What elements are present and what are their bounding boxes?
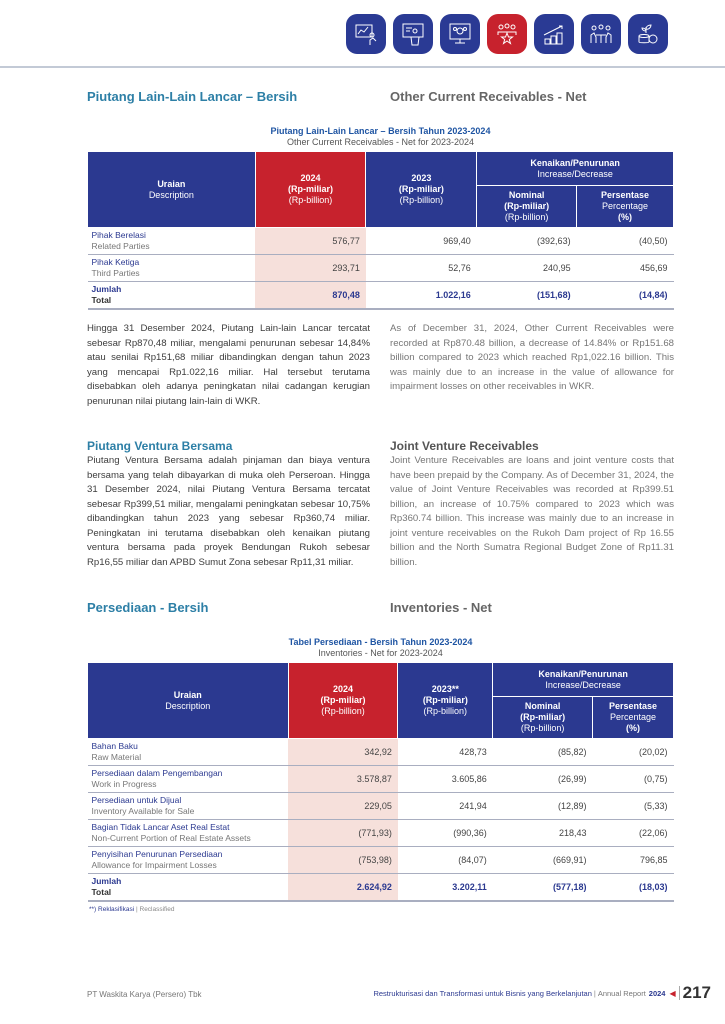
table-footnote: **) Reklasifikasi | Reclassified xyxy=(89,906,175,913)
table-row: Pihak Berelasi Related Parties 576,77 969,40 (392,63) (40,50) xyxy=(88,228,674,255)
header-description: Uraian Description xyxy=(88,152,256,228)
table-row: Bahan Baku Raw Material 342,92 428,73 (85,82) (20,02) xyxy=(88,739,674,766)
paragraph-other-receivables-id: Hingga 31 Desember 2024, Piutang Lain-lain Lancar tercatat sebesar Rp870,48 miliar, mengalami penurunan sebesar 14,84% atau senilai Rp151,68 miliar dibandingkan dengan tahun 2023 yang mencapai Rp1.022,16 miliar. Hal tersebut terutama disebabkan oleh adanya peningkatan nilai cadangan kerugian penurunan nilai piutang lain-lain di WKR. xyxy=(87,323,370,407)
header-change: Kenaikan/Penurunan Increase/Decrease xyxy=(493,663,674,697)
section-title-inventories-id: Persediaan - Bersih xyxy=(87,600,209,615)
speaker-podium-icon[interactable] xyxy=(393,14,433,54)
header-change: Kenaikan/Penurunan Increase/Decrease xyxy=(477,152,674,186)
growth-coins-icon[interactable] xyxy=(534,14,574,54)
caption-en: Inventories - Net for 2023-2024 xyxy=(318,648,443,658)
section-title-inventories-en: Inventories - Net xyxy=(390,600,492,615)
footer-company-name: PT Waskita Karya (Persero) Tbk xyxy=(87,990,202,999)
other-receivables-table xyxy=(87,151,674,310)
table-caption-inventories xyxy=(87,637,674,659)
section-title-other-receivables-id: Piutang Lain-Lain Lancar – Bersih xyxy=(87,89,298,104)
paragraph-other-receivables-en: As of December 31, 2024, Other Current Receivables were recorded at Rp870.48 billion, a decrease of 14.84% or Rp151.68 billion compared to 2023 which reached Rp1,022.16 billion. This was mainly due to an increase in the value of allowance for impairment losses on other receivables in WKR. xyxy=(390,323,674,392)
table-row: Persediaan dalam Pengembangan Work in Progress 3.578,87 3.605,86 (26,99) (0,75) xyxy=(88,766,674,793)
section-title-jv-receivables-en: Joint Venture Receivables xyxy=(390,439,539,453)
inventories-table xyxy=(87,662,674,902)
presentation-chart-icon[interactable] xyxy=(346,14,386,54)
paragraph-jv-receivables-id: Piutang Ventura Bersama adalah pinjaman dan biaya ventura bersama yang telah dibayarkan di muka oleh Perseroan. Hingga 31 Desember 2024, nilai Piutang Ventura Bersama tercatat sebesar Rp399,51 miliar, mengalami peningkatan sebesar 10,75% dibandingkan tahun 2023 yang sebesar Rp360,74 miliar. Peningkatan ini terutama disebabkan oleh kenaikan piutang ventura bersama pada proyek Bendungan Rukoh sebesar Rp16,55 miliar dan APBD Sumut Zona sebesar Rp11,31 miliar. xyxy=(87,455,370,568)
footer-report-label: Annual Report xyxy=(597,988,646,998)
header-2024: 2024 (Rp-miliar) (Rp-billion) xyxy=(288,663,398,739)
footer-divider xyxy=(679,986,680,1000)
header-nominal: Nominal (Rp-miliar) (Rp-billion) xyxy=(477,186,577,228)
table-caption-other-receivables xyxy=(87,126,674,148)
caption-id: Piutang Lain-Lain Lancar – Bersih Tahun 2023-2024 xyxy=(270,126,491,136)
meeting-table-icon[interactable] xyxy=(581,14,621,54)
footer-year: 2024 xyxy=(648,988,666,998)
header-percentage: Persentase Percentage (%) xyxy=(577,186,674,228)
table-total-row: Jumlah Total 2.624,92 3.202,11 (577,18) (18,03) xyxy=(88,874,674,901)
monitor-gears-icon[interactable] xyxy=(440,14,480,54)
header-2023: 2023 (Rp-miliar) (Rp-billion) xyxy=(366,152,477,228)
table-row: Penyisihan Penurunan Persediaan Allowance for Impairment Losses (753,98) (84,07) (669,91) 796,85 xyxy=(88,847,674,874)
paragraph-jv-receivables-en: Joint Venture Receivables are loans and joint venture costs that have been prepaid by the Company. As of December 31, 2024, the value of Joint Venture Receivables was recorded at Rp399.51 billion, an increase of 10.75% compared to 2023 which was Rp360.74 billion. This increase was mainly due to an increase in joint venture receivables on the Rukoh Dam project of Rp 16.55 billion and the North Sumatra Regional Budget Zone of Rp11.31 billion. xyxy=(390,455,674,568)
section-nav-icons xyxy=(346,14,668,54)
table-row: Persediaan untuk Dijual Inventory Available for Sale 229,05 241,94 (12,89) (5,33) xyxy=(88,793,674,820)
header-2023: 2023** (Rp-miliar) (Rp-billion) xyxy=(398,663,493,739)
arrow-left-icon: ◀ xyxy=(669,988,676,998)
caption-id: Tabel Persediaan - Bersih Tahun 2023-2024 xyxy=(288,637,473,647)
page-number: 217 xyxy=(682,983,711,1002)
header-percentage: Persentase Percentage (%) xyxy=(593,697,674,739)
header-2024: 2024 (Rp-miliar) (Rp-billion) xyxy=(255,152,366,228)
team-star-icon[interactable] xyxy=(487,14,527,54)
section-title-jv-receivables-id: Piutang Ventura Bersama xyxy=(87,439,233,453)
footer-theme: Restrukturisasi dan Transformasi untuk Bisnis yang Berkelanjutan xyxy=(373,988,592,998)
header-divider xyxy=(0,66,725,68)
table-row: Pihak Ketiga Third Parties 293,71 52,76 240,95 456,69 xyxy=(88,255,674,282)
plant-coins-icon[interactable] xyxy=(628,14,668,54)
section-title-other-receivables-en: Other Current Receivables - Net xyxy=(390,89,587,104)
caption-en: Other Current Receivables - Net for 2023-2024 xyxy=(286,137,475,147)
header-description: Uraian Description xyxy=(88,663,289,739)
table-total-row: Jumlah Total 870,48 1.022,16 (151,68) (14,84) xyxy=(88,282,674,309)
footer-report-info: Restrukturisasi dan Transformasi untuk Bisnis yang Berkelanjutan | Annual Report 2024 ◀ 217 xyxy=(373,983,711,1002)
table-row: Bagian Tidak Lancar Aset Real Estat Non-Current Portion of Real Estate Assets (771,93) (990,36) 218,43 (22,06) xyxy=(88,820,674,847)
header-nominal: Nominal (Rp-miliar) (Rp-billion) xyxy=(493,697,593,739)
